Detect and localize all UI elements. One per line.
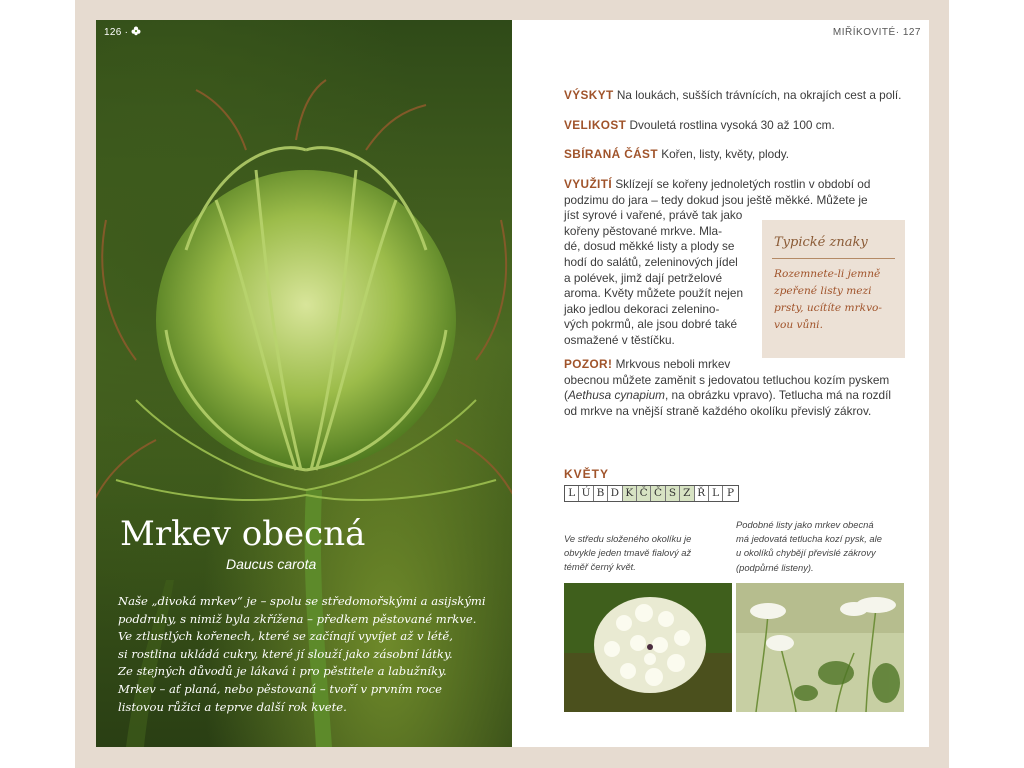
intro-line: Ve ztlustlých kořenech, které se začínají vyvíjet až v létě, — [118, 629, 453, 644]
right-page — [512, 20, 929, 747]
caption-line: u okolíků chybějí převislé zákrovy — [736, 547, 876, 559]
vyuziti-line: dé, dosud měkké listy a plody se — [564, 239, 735, 254]
flower-icon — [131, 26, 141, 36]
month-cell: K — [623, 486, 637, 501]
month-cell: Z — [680, 486, 694, 501]
month-cell: Ř — [695, 486, 709, 501]
intro-line: Mrkev – ať planá, nebo pěstovaná – tvoří v prvním roce — [118, 681, 442, 696]
vyskyt-text: Na loukách, sušších trávnících, na okrajích cest a polí. — [616, 88, 902, 102]
box-line: vou vůni. — [774, 319, 823, 331]
intro-line: si rostlina ukládá cukry, které jí slouží jako zásobní látky. — [118, 646, 453, 661]
caption-line: (podpůrné listeny). — [736, 561, 814, 573]
month-cell: Ú — [579, 486, 593, 501]
box-line: prsty, ucítíte mrkvo- — [774, 302, 883, 314]
section-pozor — [564, 357, 891, 419]
left-page-number: 126 · — [104, 26, 141, 38]
box-title: Typické znaky — [774, 235, 868, 250]
vyuziti-line: a polévek, jimž dají petrželové — [564, 270, 723, 285]
fools-parsley-photo — [736, 583, 904, 712]
pozor-line3-rest: , na obrázku vpravo). Tetlucha má na rozdíl — [665, 388, 892, 403]
intro-line: Naše „divoká mrkev“ je – spolu se středomořskými a asijskými — [118, 594, 486, 608]
pozor-label: POZOR! — [564, 357, 613, 371]
pozor-paren: ( — [564, 388, 568, 403]
vyuziti-line: vých pokrmů, ale jsou dobré také — [564, 317, 738, 332]
month-cell: S — [666, 486, 680, 501]
vyuziti-line: osmažené v těstíčku. — [564, 332, 675, 347]
latin-name: Daucus carota — [226, 556, 317, 572]
month-cell: B — [594, 486, 608, 501]
vyuziti-line: kořeny pěstované mrkve. Mla- — [564, 223, 723, 238]
section-sbirana-cast — [564, 147, 789, 163]
section-velikost — [564, 118, 835, 134]
pozor-line: obecnou můžete zaměnit s jedovatou tetluchou kozím pyskem — [564, 372, 890, 387]
sbirana-text: Kořen, listy, květy, plody. — [661, 147, 790, 161]
right-page-header: MIŘÍKOVITÉ· 127 — [832, 27, 921, 38]
caption-line: obvykle jeden tmavě fialový až — [564, 547, 692, 559]
vyskyt-label: VÝSKYT — [564, 88, 614, 102]
left-page — [96, 20, 512, 747]
caption-line: Ve středu složeného okolíku je — [564, 533, 692, 544]
box-line: zpeřené listy mezi — [774, 285, 872, 297]
month-cell: Č — [651, 486, 665, 501]
flowering-label: KVĚTY — [564, 467, 610, 481]
caption-line: má jedovatá tetlucha kozí pysk, ale — [736, 533, 882, 545]
caption-right — [736, 518, 882, 575]
flowering-calendar — [564, 485, 739, 502]
pozor-first: Mrkvous neboli mrkev — [615, 357, 731, 371]
intro-line: Ze stejných důvodů je lákavá i pro pěstitele a labužníky. — [118, 664, 447, 679]
vyuziti-line: jíst syrové i vařené, právě tak jako — [564, 208, 743, 223]
pozor-line: od mrkve na vnější straně každého okolíku převislý zákrov. — [564, 403, 872, 418]
velikost-text: Dvouletá rostlina vysoká 30 až 100 cm. — [629, 118, 835, 132]
box-divider — [772, 258, 895, 259]
vyuziti-line: hodí do salátů, zeleninových jídel — [564, 254, 738, 269]
box-text — [774, 266, 882, 334]
box-line: Rozemnete-li jemně — [774, 268, 881, 280]
carrot-flower-photo — [564, 583, 732, 712]
caption-left — [564, 532, 691, 575]
vyuziti-line: jako jedlou dekoraci zelenino- — [564, 301, 720, 316]
vyuziti-label: VYUŽITÍ — [564, 177, 613, 191]
caption-line: téměř černý květ. — [564, 561, 636, 573]
intro-line: listovou růžici a teprve další rok kvete. — [118, 699, 347, 714]
vyuziti-line: podzimu do jara – tedy dokud jsou ještě měkké. Můžete je — [564, 192, 868, 207]
month-cell: L — [565, 486, 579, 501]
month-cell: Č — [637, 486, 651, 501]
intro-text — [118, 593, 504, 716]
sbirana-label: SBÍRANÁ ČÁST — [564, 147, 658, 161]
vyuziti-line: aroma. Květy můžete použít nejen — [564, 286, 744, 301]
pozor-latin: Aethusa cynapium — [567, 388, 665, 403]
velikost-label: VELIKOST — [564, 118, 627, 132]
month-cell: P — [726, 487, 735, 499]
typical-features-box — [762, 220, 905, 358]
caption-line: Podobné listy jako mrkev obecná — [736, 519, 874, 530]
page-title: Mrkev obecná — [120, 514, 366, 554]
month-cell: D — [608, 486, 622, 501]
intro-line: poddruhy, s nimiž byla zkřížena – předkem pěstované mrkve. — [118, 611, 477, 626]
section-vyskyt — [564, 88, 901, 104]
month-cell: L — [709, 486, 723, 501]
vyuziti-first: Sklízejí se kořeny jednoletých rostlin v období od — [615, 177, 871, 191]
